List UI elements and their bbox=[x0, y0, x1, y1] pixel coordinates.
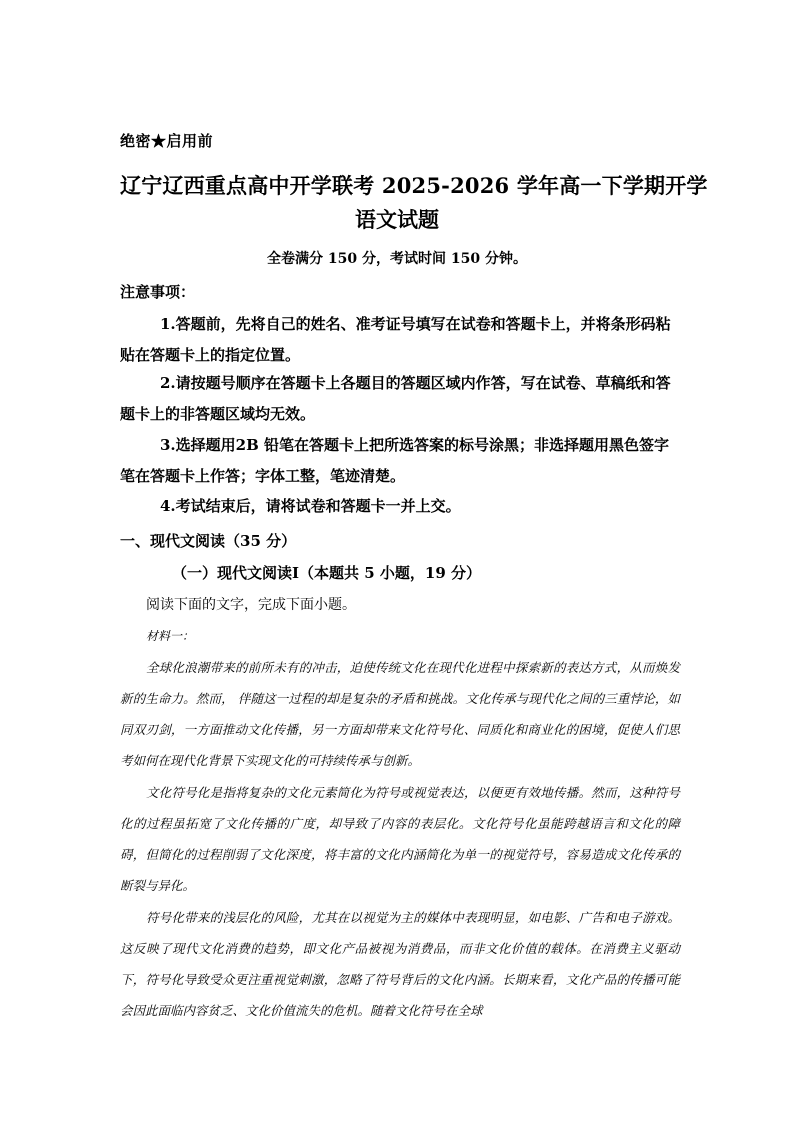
notice-item bbox=[120, 368, 680, 430]
exam-title-line1: 辽宁辽西重点高中开学联考 2025-2026 学年高一下学期开学 bbox=[120, 173, 708, 198]
material-paragraph: 文化符号化是指将复杂的文化元素简化为符号或视觉表达，以便更有效地传播。然而，这种符号化的过程虽拓宽了文化传播的广度，却导致了内容的表层化。文化符号化虽能跨越语言和文化的障碍，但简化的过程削弱了文化深度，将丰富的文化内涵简化为单一的视觉符号，容易造成文化传承的断裂与异化。 bbox=[120, 785, 680, 893]
notice-item-text: 1.答题前，先将自己的姓名、准考证号填写在试卷和答题卡上，并将条形码粘贴在答题卡上的指定位置。 bbox=[120, 315, 671, 364]
subsection-heading: （一）现代文阅读Ⅰ（本题共 5 小题，19 分） bbox=[172, 564, 481, 582]
material-paragraph: 符号化带来的浅层化的风险，尤其在以视觉为主的媒体中表现明显，如电影、广告和电子游戏。这反映了现代文化消费的趋势，即文化产品被视为消费品，而非文化价值的载体。在消费主义驱动下，符号化导致受众更注重视觉刺激，忽略了符号背后的文化内涵。长期来看，文化产品的传播可能会因此面临内容贫乏、文化价值流失的危机。随着文化符号在全球 bbox=[120, 910, 680, 1018]
notice-heading: 注意事项： bbox=[120, 283, 196, 301]
exam-info: 全卷满分 150 分，考试时间 150 分钟。 bbox=[267, 251, 527, 267]
notice-item-text: 3.选择题用2B 铅笔在答题卡上把所选答案的标号涂黑；非选择题用黑色签字笔在答题卡上作答；字体工整，笔迹清楚。 bbox=[120, 436, 669, 485]
notice-item bbox=[120, 309, 680, 371]
material-label: 材料一： bbox=[146, 629, 195, 643]
exam-title-line2: 语文试题 bbox=[355, 207, 439, 232]
notice-item bbox=[120, 491, 680, 522]
section-heading: 一、现代文阅读（35 分） bbox=[120, 532, 297, 550]
reading-instruction: 阅读下面的文字，完成下面小题。 bbox=[146, 596, 356, 612]
confidential-label: 绝密★启用前 bbox=[120, 132, 214, 150]
notice-item-text: 4.考试结束后，请将试卷和答题卡一并上交。 bbox=[160, 497, 461, 515]
notice-item bbox=[120, 430, 680, 492]
notice-item-text: 2.请按题号顺序在答题卡上各题目的答题区域内作答，写在试卷、草稿纸和答题卡上的非答题区域均无效。 bbox=[120, 374, 671, 423]
material-paragraph: 全球化浪潮带来的前所未有的冲击，迫使传统文化在现代化进程中探索新的表达方式，从而焕发新的生命力。然而， 伴随这一过程的却是复杂的矛盾和挑战。文化传承与现代化之间的三重悖论，如同双刃剑，一方面推动文化传播，另一方面却带来文化符号化、同质化和商业化的困境，促使人们思考如何在现代化背景下实现文化的可持续传承与创新。 bbox=[120, 660, 680, 768]
